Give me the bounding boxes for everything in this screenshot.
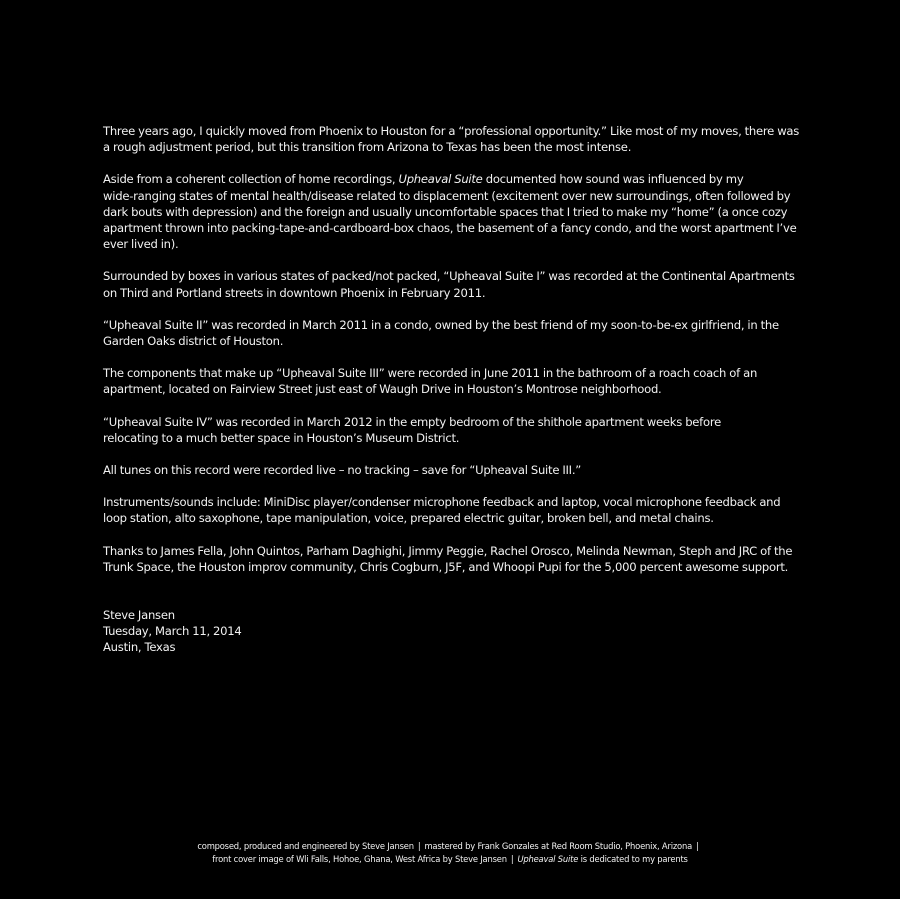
signature	[103, 607, 823, 656]
text-line: loop station, alto saxophone, tape manipulation, voice, prepared electric guitar, broken bell, and metal chains.	[103, 511, 714, 526]
text-line: Surrounded by boxes in various states of packed/not packed, “Upheaval Suite I” was recorded at the Continental Apartments	[103, 269, 795, 284]
text-line: Garden Oaks district of Houston.	[103, 334, 284, 349]
signature-place: Austin, Texas	[103, 640, 176, 655]
text-segment: documented how sound was influenced by my	[482, 172, 744, 187]
signature-date: Tuesday, March 11, 2014	[103, 624, 242, 639]
separator: |	[696, 841, 699, 851]
text-line: Instruments/sounds include: MiniDisc player/condenser microphone feedback and laptop, vocal microphone feedback and	[103, 495, 781, 510]
text-line: apartment, located on Fairview Street just east of Waugh Drive in Houston’s Montrose neighborhood.	[103, 382, 662, 397]
text-segment: Aside from a coherent collection of home recordings,	[103, 172, 399, 187]
text-line: ever lived in).	[103, 237, 179, 252]
text-line: dark bouts with depression) and the foreign and usually uncomfortable spaces that I tried to make my “home” (a once cozy	[103, 204, 788, 219]
text-line: Three years ago, I quickly moved from Phoenix to Houston for a “professional opportunity.” Like most of my moves, there was	[103, 124, 800, 138]
paragraph-suite-3	[103, 365, 823, 397]
text-line: The components that make up “Upheaval Suite III” were recorded in June 2011 in the bathroom of a roach coach of an	[103, 366, 758, 381]
text-line: apartment thrown into packing-tape-and-cardboard-box chaos, the basement of a fancy condo, and the worst apartment I’ve	[103, 221, 797, 236]
paragraph-instruments	[103, 494, 823, 526]
paragraph-thanks	[103, 543, 823, 575]
paragraph-suite-2	[103, 317, 823, 349]
credit-mastered: mastered by Frank Gonzales at Red Room Studio, Phoenix, Arizona	[424, 841, 692, 851]
text-line: Trunk Space, the Houston improv community, Chris Cogburn, J5F, and Whoopi Pupi for the 5,000 percent awesome support.	[103, 559, 789, 574]
paragraph-recordings	[103, 171, 823, 252]
text-line: on Third and Portland streets in downtown Phoenix in February 2011.	[103, 285, 486, 300]
paragraph-live	[103, 462, 823, 478]
album-title: Upheaval Suite	[517, 854, 579, 864]
credit-cover-image: front cover image of Wli Falls, Hohoe, Ghana, West Africa by Steve Jansen	[212, 854, 507, 864]
credits-line-2	[0, 853, 900, 866]
separator: |	[510, 854, 514, 864]
paragraph-suite-4	[103, 414, 823, 446]
text-line: a rough adjustment period, but this transition from Arizona to Texas has been the most intense.	[103, 140, 632, 155]
liner-notes	[103, 123, 823, 672]
paragraph-suite-1	[103, 268, 823, 300]
text-line: “Upheaval Suite IV” was recorded in March 2012 in the empty bedroom of the shithole apartment weeks before	[103, 414, 722, 429]
credits-line-1	[0, 840, 900, 853]
credit-dedication: is dedicated to my parents	[578, 854, 688, 864]
credit-composed: composed, produced and engineered by Steve Jansen	[197, 841, 414, 851]
paragraph-move	[103, 123, 823, 155]
text-line: “Upheaval Suite II” was recorded in March 2011 in a condo, owned by the best friend of my soon-to-be-ex girlfriend, in the	[103, 317, 779, 332]
text-line	[103, 171, 823, 187]
text-line: Thanks to James Fella, John Quintos, Parham Daghighi, Jimmy Peggie, Rachel Orosco, Melinda Newman, Steph and JRC of the	[103, 543, 793, 558]
credits-footer	[0, 840, 900, 866]
text-line: All tunes on this record were recorded live – no tracking – save for “Upheaval Suite III.”	[103, 463, 582, 478]
text-line: relocating to a much better space in Houston’s Museum District.	[103, 430, 460, 445]
signature-name: Steve Jansen	[103, 608, 175, 623]
text-line: wide-ranging states of mental health/disease related to displacement (excitement over new surroundings, often followed by	[103, 188, 791, 203]
album-title: Upheaval Suite	[398, 172, 483, 187]
separator: |	[417, 841, 421, 851]
